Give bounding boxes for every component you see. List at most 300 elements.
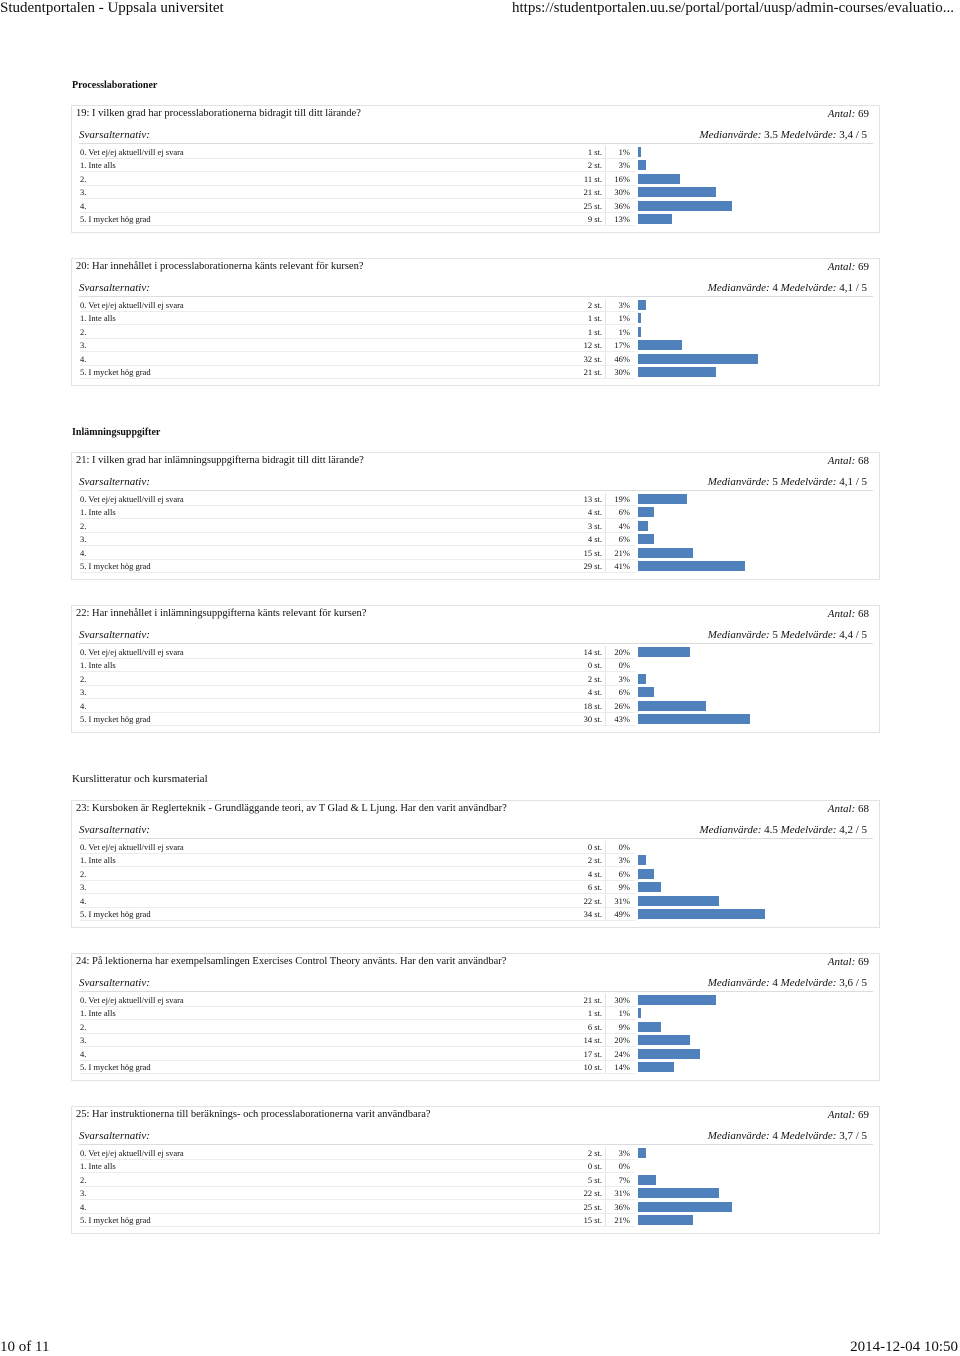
option-count: 12 st. [583, 340, 602, 351]
option-count: 1 st. [587, 326, 602, 337]
option-percent: 3% [618, 300, 630, 310]
option-row [72, 1214, 880, 1227]
mean-label: Medelvärde: [780, 1130, 837, 1142]
option-label: 5. I mycket hög grad [80, 714, 151, 724]
option-label: 3. [80, 882, 87, 893]
percent-bar [638, 1062, 674, 1072]
question-box [71, 605, 880, 733]
percent-bar [638, 507, 654, 517]
question-title: 22: Har innehållet i inlämningsuppgifterna känts relevant för kursen? [76, 608, 367, 619]
mean-value: 4,1 / 5 [839, 476, 867, 488]
row-divider [80, 225, 635, 226]
percent-bar [638, 201, 732, 211]
options-heading [79, 629, 150, 641]
question-stats [708, 1130, 867, 1142]
answer-count-value: 69 [858, 261, 869, 273]
answer-count-value: 69 [858, 108, 869, 120]
option-row [72, 1007, 880, 1020]
option-percent: 14% [614, 1062, 630, 1072]
option-percent: 21% [614, 1215, 630, 1225]
median-value: 5 [772, 629, 778, 641]
option-percent: 46% [614, 353, 630, 364]
percent-bar [638, 561, 745, 571]
option-label: 2. [80, 326, 87, 337]
option-percent: 17% [614, 340, 630, 351]
option-count: 15 st. [583, 1215, 602, 1225]
median-label: Medianvärde: [699, 824, 762, 836]
answer-count-label: Antal: [827, 1109, 856, 1121]
option-label: 3. [80, 1188, 87, 1199]
option-row [72, 159, 880, 172]
row-divider [80, 1073, 635, 1074]
row-divider [80, 1226, 635, 1227]
option-row [72, 173, 880, 186]
option-percent: 1% [618, 1008, 630, 1019]
mean-value: 4,4 / 5 [839, 629, 867, 641]
option-label: 4. [80, 1048, 87, 1059]
option-percent: 26% [614, 700, 630, 711]
option-row [72, 1021, 880, 1034]
question-stats [699, 129, 867, 141]
question-stats [699, 824, 867, 836]
mean-label: Medelvärde: [780, 282, 837, 294]
option-row [72, 213, 880, 226]
option-row [72, 547, 880, 560]
option-percent: 30% [614, 187, 630, 198]
option-label: 5. I mycket hög grad [80, 1062, 151, 1072]
option-row [72, 1034, 880, 1047]
answer-count-label: Antal: [827, 261, 856, 273]
option-percent: 21% [614, 547, 630, 558]
option-percent: 43% [614, 714, 630, 724]
answer-count-value: 68 [858, 608, 869, 620]
option-count: 25 st. [583, 1201, 602, 1212]
option-count: 0 st. [587, 842, 602, 852]
option-label: 1. Inte alls [80, 1008, 116, 1019]
option-percent: 3% [618, 855, 630, 866]
row-divider [80, 572, 635, 573]
option-percent: 6% [618, 534, 630, 545]
option-label: 5. I mycket hög grad [80, 367, 151, 377]
option-count: 29 st. [583, 561, 602, 571]
answer-count [828, 108, 869, 120]
option-label: 0. Vet ej/ej aktuell/vill ej svara [80, 1148, 184, 1158]
option-label: 4. [80, 200, 87, 211]
percent-bar [638, 896, 719, 906]
option-count: 21 st. [583, 187, 602, 198]
option-row [72, 1147, 880, 1160]
option-label: 0. Vet ej/ej aktuell/vill ej svara [80, 300, 184, 310]
option-count: 2 st. [587, 160, 602, 171]
option-count: 2 st. [587, 673, 602, 684]
option-label: 4. [80, 547, 87, 558]
page-footer-pagenumber: 10 of 11 [0, 1339, 50, 1355]
option-row [72, 493, 880, 506]
option-label: 3. [80, 187, 87, 198]
option-count: 18 st. [583, 700, 602, 711]
option-row [72, 146, 880, 159]
question-stats [708, 977, 867, 989]
option-row [72, 312, 880, 325]
option-row [72, 1160, 880, 1173]
option-label: 2. [80, 520, 87, 531]
section-title-inlamningsuppgifter: Inlämningsuppgifter [72, 427, 161, 438]
options-heading [79, 824, 150, 836]
option-label: 2. [80, 868, 87, 879]
mean-label: Medelvärde: [780, 476, 837, 488]
options-heading-label: Svarsalternativ: [79, 282, 150, 294]
question-box [71, 1106, 880, 1234]
option-label: 1. Inte alls [80, 507, 116, 518]
percent-bar [638, 147, 641, 157]
option-count: 1 st. [587, 147, 602, 157]
option-row [72, 686, 880, 699]
option-percent: 36% [614, 200, 630, 211]
mean-label: Medelvärde: [780, 977, 837, 989]
option-percent: 0% [618, 660, 630, 671]
section-title-processlaborationer: Processlaborationer [72, 80, 158, 91]
option-count: 22 st. [583, 1188, 602, 1199]
option-percent: 1% [618, 147, 630, 157]
divider [79, 1144, 873, 1145]
answer-count-label: Antal: [827, 803, 856, 815]
option-count: 32 st. [583, 353, 602, 364]
options-heading-label: Svarsalternativ: [79, 476, 150, 488]
option-count: 6 st. [587, 882, 602, 893]
answer-count [828, 455, 869, 467]
option-count: 22 st. [583, 895, 602, 906]
options-heading [79, 977, 150, 989]
option-row [72, 868, 880, 881]
option-percent: 9% [618, 1021, 630, 1032]
option-row [72, 186, 880, 199]
option-label: 4. [80, 895, 87, 906]
question-box [71, 452, 880, 580]
option-count: 2 st. [587, 1148, 602, 1158]
median-label: Medianvärde: [707, 282, 770, 294]
option-row [72, 646, 880, 659]
page-footer-datetime: 2014-12-04 10:50 [850, 1339, 958, 1355]
option-label: 0. Vet ej/ej aktuell/vill ej svara [80, 995, 184, 1005]
option-row [72, 506, 880, 519]
options-heading-label: Svarsalternativ: [79, 1130, 150, 1142]
median-value: 3.5 [764, 129, 778, 141]
mean-value: 4,1 / 5 [839, 282, 867, 294]
median-value: 4.5 [764, 824, 778, 836]
option-percent: 36% [614, 1201, 630, 1212]
answer-count-label: Antal: [827, 455, 856, 467]
option-count: 0 st. [587, 1161, 602, 1172]
percent-bar [638, 1202, 732, 1212]
option-row [72, 560, 880, 573]
option-label: 1. Inte alls [80, 313, 116, 324]
divider [79, 143, 873, 144]
option-label: 4. [80, 353, 87, 364]
divider [79, 296, 873, 297]
option-count: 3 st. [587, 520, 602, 531]
option-row [72, 1201, 880, 1214]
option-row [72, 895, 880, 908]
option-percent: 0% [618, 842, 630, 852]
option-row [72, 339, 880, 352]
question-box [71, 953, 880, 1081]
mean-label: Medelvärde: [780, 629, 837, 641]
option-row [72, 533, 880, 546]
percent-bar [638, 300, 646, 310]
option-percent: 13% [614, 214, 630, 224]
option-percent: 20% [614, 647, 630, 657]
option-label: 0. Vet ej/ej aktuell/vill ej svara [80, 147, 184, 157]
option-percent: 9% [618, 882, 630, 893]
option-row [72, 1187, 880, 1200]
answer-count [828, 803, 869, 815]
percent-bar [638, 647, 690, 657]
option-count: 5 st. [587, 1174, 602, 1185]
option-label: 5. I mycket hög grad [80, 561, 151, 571]
option-row [72, 520, 880, 533]
answer-count-value: 68 [858, 455, 869, 467]
percent-bar [638, 214, 672, 224]
mean-value: 3,7 / 5 [839, 1130, 867, 1142]
option-label: 5. I mycket hög grad [80, 909, 151, 919]
option-row [72, 994, 880, 1007]
row-divider [80, 378, 635, 379]
percent-bar [638, 869, 654, 879]
option-row [72, 673, 880, 686]
median-label: Medianvärde: [707, 629, 770, 641]
options-heading [79, 1130, 150, 1142]
median-label: Medianvärde: [707, 1130, 770, 1142]
option-count: 10 st. [583, 1062, 602, 1072]
median-value: 4 [772, 282, 778, 294]
percent-bar [638, 313, 641, 323]
option-row [72, 353, 880, 366]
option-row [72, 1061, 880, 1074]
option-label: 1. Inte alls [80, 1161, 116, 1172]
percent-bar [638, 548, 693, 558]
page-header-url: https://studentportalen.uu.se/portal/portal/uusp/admin-courses/evaluatio... [512, 0, 954, 16]
answer-count-label: Antal: [827, 956, 856, 968]
option-count: 21 st. [583, 367, 602, 377]
percent-bar [638, 1175, 656, 1185]
option-percent: 31% [614, 1188, 630, 1199]
question-title: 19: I vilken grad har processlaborationerna bidragit till ditt lärande? [76, 108, 361, 119]
option-count: 4 st. [587, 534, 602, 545]
option-count: 1 st. [587, 1008, 602, 1019]
option-row [72, 881, 880, 894]
options-heading-label: Svarsalternativ: [79, 629, 150, 641]
answer-count [828, 956, 869, 968]
option-count: 2 st. [587, 300, 602, 310]
option-row [72, 908, 880, 921]
percent-bar [638, 534, 654, 544]
option-percent: 3% [618, 673, 630, 684]
option-percent: 41% [614, 561, 630, 571]
option-label: 3. [80, 534, 87, 545]
option-count: 4 st. [587, 507, 602, 518]
divider [79, 838, 873, 839]
percent-bar [638, 855, 646, 865]
option-percent: 7% [618, 1174, 630, 1185]
option-row [72, 1174, 880, 1187]
question-title: 21: I vilken grad har inlämningsuppgifterna bidragit till ditt lärande? [76, 455, 364, 466]
option-row [72, 366, 880, 379]
median-label: Medianvärde: [707, 977, 770, 989]
option-count: 9 st. [587, 214, 602, 224]
option-row [72, 200, 880, 213]
percent-bar [638, 909, 765, 919]
answer-count-value: 69 [858, 1109, 869, 1121]
option-row [72, 659, 880, 672]
option-count: 17 st. [583, 1048, 602, 1059]
percent-bar [638, 687, 654, 697]
question-box [71, 105, 880, 233]
question-title: 23: Kursboken är Reglerteknik - Grundläggande teori, av T Glad & L Ljung. Har den varit användbar? [76, 803, 507, 814]
option-count: 0 st. [587, 660, 602, 671]
answer-count-label: Antal: [827, 108, 856, 120]
option-row [72, 326, 880, 339]
option-row [72, 841, 880, 854]
percent-bar [638, 882, 661, 892]
section-title-kurslitteratur: Kurslitteratur och kursmaterial [72, 773, 208, 785]
option-count: 4 st. [587, 687, 602, 698]
option-label: 3. [80, 340, 87, 351]
option-percent: 20% [614, 1035, 630, 1046]
option-row [72, 1048, 880, 1061]
options-heading [79, 129, 150, 141]
option-count: 34 st. [583, 909, 602, 919]
option-percent: 3% [618, 160, 630, 171]
option-percent: 3% [618, 1148, 630, 1158]
question-title: 20: Har innehållet i processlaborationerna känts relevant för kursen? [76, 261, 364, 272]
option-percent: 49% [614, 909, 630, 919]
option-count: 14 st. [583, 1035, 602, 1046]
percent-bar [638, 494, 687, 504]
page-header-title: Studentportalen - Uppsala universitet [0, 0, 224, 16]
mean-value: 3,4 / 5 [839, 129, 867, 141]
option-row [72, 700, 880, 713]
option-percent: 4% [618, 520, 630, 531]
option-percent: 31% [614, 895, 630, 906]
mean-value: 3,6 / 5 [839, 977, 867, 989]
option-label: 4. [80, 1201, 87, 1212]
percent-bar [638, 714, 750, 724]
percent-bar [638, 521, 648, 531]
question-stats [708, 282, 867, 294]
options-heading [79, 282, 150, 294]
percent-bar [638, 174, 680, 184]
mean-label: Medelvärde: [780, 129, 837, 141]
option-percent: 30% [614, 995, 630, 1005]
percent-bar [638, 340, 682, 350]
option-percent: 19% [614, 494, 630, 504]
option-percent: 16% [614, 173, 630, 184]
option-label: 1. Inte alls [80, 660, 116, 671]
option-count: 14 st. [583, 647, 602, 657]
option-label: 1. Inte alls [80, 855, 116, 866]
median-value: 4 [772, 977, 778, 989]
option-row [72, 299, 880, 312]
option-count: 21 st. [583, 995, 602, 1005]
median-label: Medianvärde: [707, 476, 770, 488]
divider [79, 991, 873, 992]
options-heading [79, 476, 150, 488]
percent-bar [638, 1022, 661, 1032]
percent-bar [638, 354, 758, 364]
option-count: 25 st. [583, 200, 602, 211]
option-count: 15 st. [583, 547, 602, 558]
option-count: 6 st. [587, 1021, 602, 1032]
answer-count-label: Antal: [827, 608, 856, 620]
question-stats [708, 629, 867, 641]
option-label: 1. Inte alls [80, 160, 116, 171]
answer-count [828, 1109, 869, 1121]
percent-bar [638, 187, 716, 197]
percent-bar [638, 995, 716, 1005]
option-percent: 6% [618, 687, 630, 698]
option-label: 5. I mycket hög grad [80, 214, 151, 224]
row-divider [80, 725, 635, 726]
percent-bar [638, 1049, 700, 1059]
option-percent: 30% [614, 367, 630, 377]
divider [79, 643, 873, 644]
percent-bar [638, 367, 716, 377]
option-label: 3. [80, 1035, 87, 1046]
mean-label: Medelvärde: [780, 824, 837, 836]
option-percent: 6% [618, 868, 630, 879]
percent-bar [638, 1008, 641, 1018]
option-percent: 0% [618, 1161, 630, 1172]
option-label: 2. [80, 673, 87, 684]
percent-bar [638, 701, 706, 711]
option-percent: 24% [614, 1048, 630, 1059]
option-row [72, 854, 880, 867]
option-count: 11 st. [583, 173, 602, 184]
option-count: 1 st. [587, 313, 602, 324]
options-heading-label: Svarsalternativ: [79, 824, 150, 836]
option-label: 3. [80, 687, 87, 698]
percent-bar [638, 160, 646, 170]
option-count: 30 st. [583, 714, 602, 724]
option-label: 0. Vet ej/ej aktuell/vill ej svara [80, 647, 184, 657]
option-label: 0. Vet ej/ej aktuell/vill ej svara [80, 494, 184, 504]
question-stats [708, 476, 867, 488]
divider [79, 490, 873, 491]
option-label: 4. [80, 700, 87, 711]
question-title: 25: Har instruktionerna till beräknings- och processlaborationerna varit användbara? [76, 1109, 431, 1120]
option-label: 2. [80, 1021, 87, 1032]
answer-count-value: 68 [858, 803, 869, 815]
option-row [72, 713, 880, 726]
option-label: 0. Vet ej/ej aktuell/vill ej svara [80, 842, 184, 852]
median-value: 5 [772, 476, 778, 488]
median-label: Medianvärde: [699, 129, 762, 141]
option-label: 2. [80, 173, 87, 184]
percent-bar [638, 1188, 719, 1198]
median-value: 4 [772, 1130, 778, 1142]
mean-value: 4,2 / 5 [839, 824, 867, 836]
answer-count [828, 261, 869, 273]
question-title: 24: På lektionerna har exempelsamlingen Exercises Control Theory använts. Har den varit användbar? [76, 956, 507, 967]
option-count: 4 st. [587, 868, 602, 879]
percent-bar [638, 1035, 690, 1045]
question-box [71, 258, 880, 386]
option-count: 13 st. [583, 494, 602, 504]
question-box [71, 800, 880, 928]
options-heading-label: Svarsalternativ: [79, 977, 150, 989]
option-label: 2. [80, 1174, 87, 1185]
percent-bar [638, 1148, 646, 1158]
